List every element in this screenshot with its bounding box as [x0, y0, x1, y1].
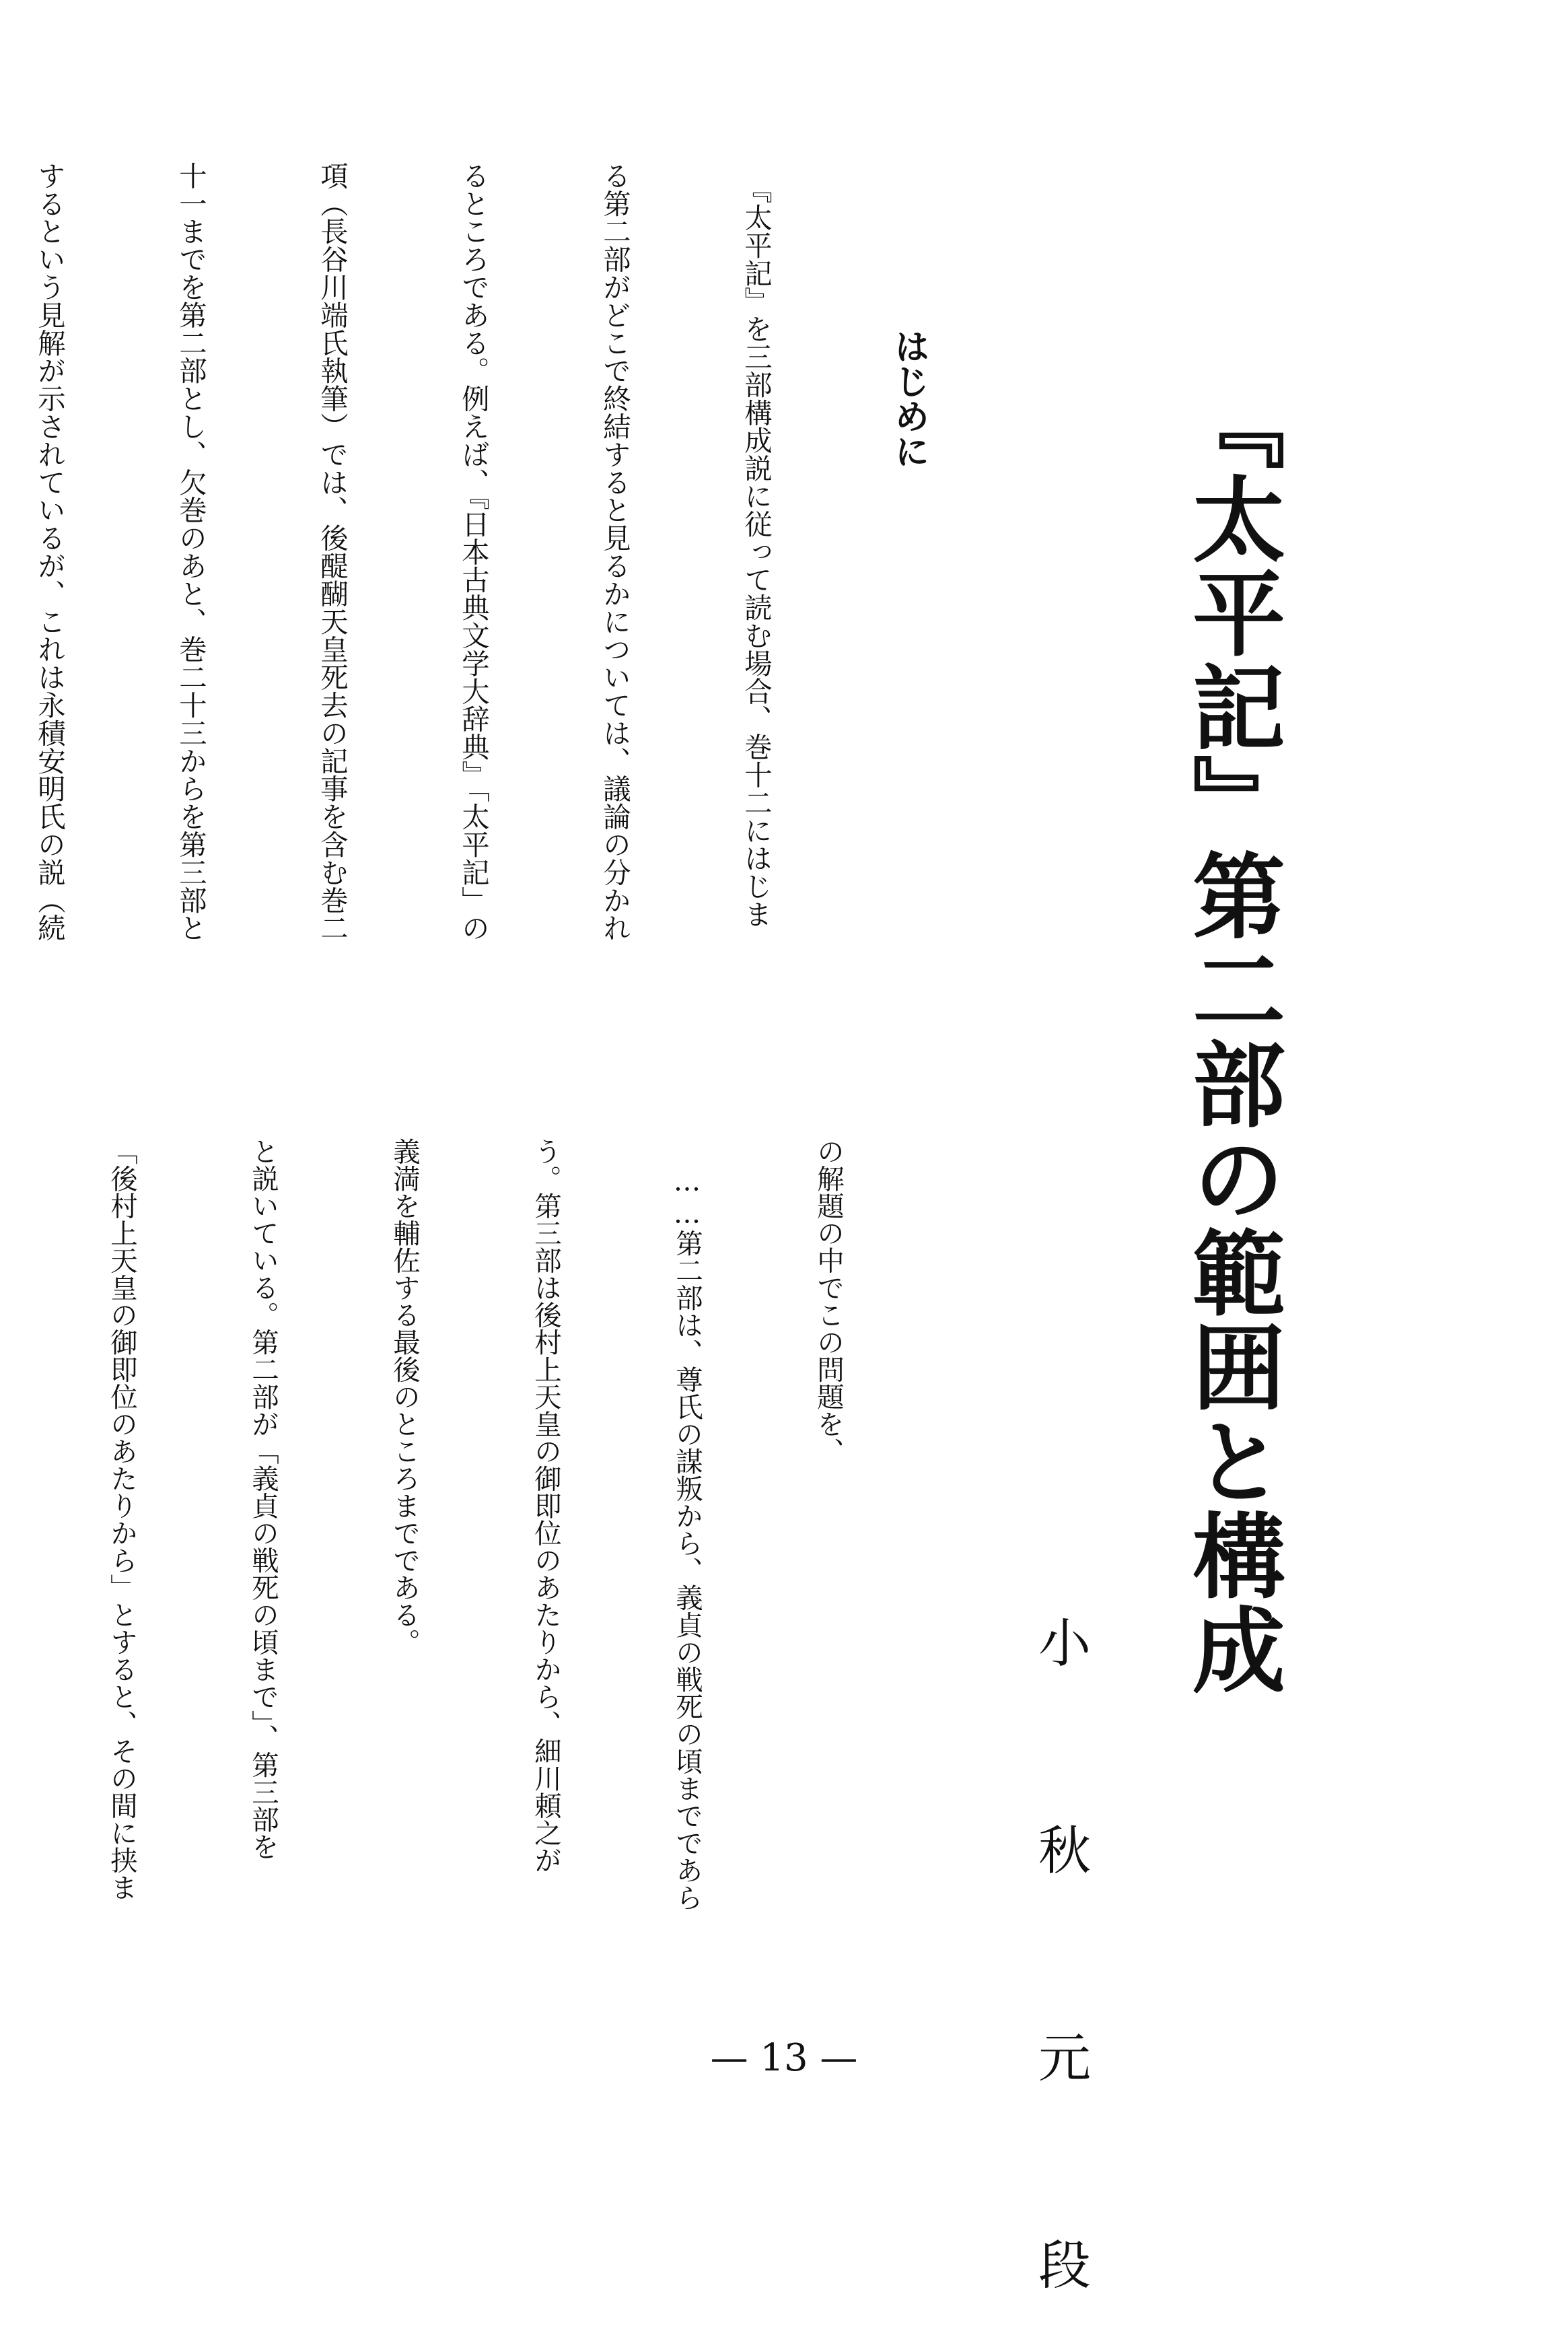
text-column: と説いている。第二部が「義貞の戦死の頃まで」、第三部を	[247, 1138, 279, 1860]
text-column: 項（長谷川端氏執筆）では、後醍醐天皇死去の記事を含む巻二	[316, 162, 348, 942]
text-column: る第二部がどこで終結すると見るかについては、議論の分かれ	[598, 162, 631, 942]
text-column: ……第二部は、尊氏の謀叛から、義貞の戦死の頃までであら	[671, 1138, 703, 1911]
text-column: う。第三部は後村上天皇の御即位のあたりから、細川頼之が	[530, 1138, 562, 1874]
lower-text-block	[0, 1138, 946, 2052]
text-column: 「後村上天皇の御即位のあたりから」とすると、その間に挟ま	[106, 1138, 138, 1901]
text-column: 十一までを第二部とし、欠巻のあと、巻二十三からを第三部と	[174, 162, 207, 942]
page-number: — 13 —	[710, 2036, 858, 2080]
article-title: 『太平記』第二部の範囲と構成	[1177, 377, 1287, 1696]
upper-text-block	[0, 162, 874, 1104]
text-column: るところである。例えば、『日本古典文学大辞典』「太平記」の	[457, 162, 489, 942]
text-column	[0, 1138, 4, 2052]
text-column: 義満を輔佐する最後のところまでである。	[388, 1138, 421, 1656]
text-column: 『太平記』を三部構成説に従って読む場合、巻十二にはじま	[740, 162, 772, 928]
author-name: 小 秋 元 段	[1030, 1615, 1090, 2337]
section-heading: はじめに	[888, 328, 929, 468]
text-column: するという見解が示されているが、これは永積安明氏の説（続	[33, 162, 65, 942]
text-column: の解題の中でこの問題を、	[812, 1138, 845, 1465]
